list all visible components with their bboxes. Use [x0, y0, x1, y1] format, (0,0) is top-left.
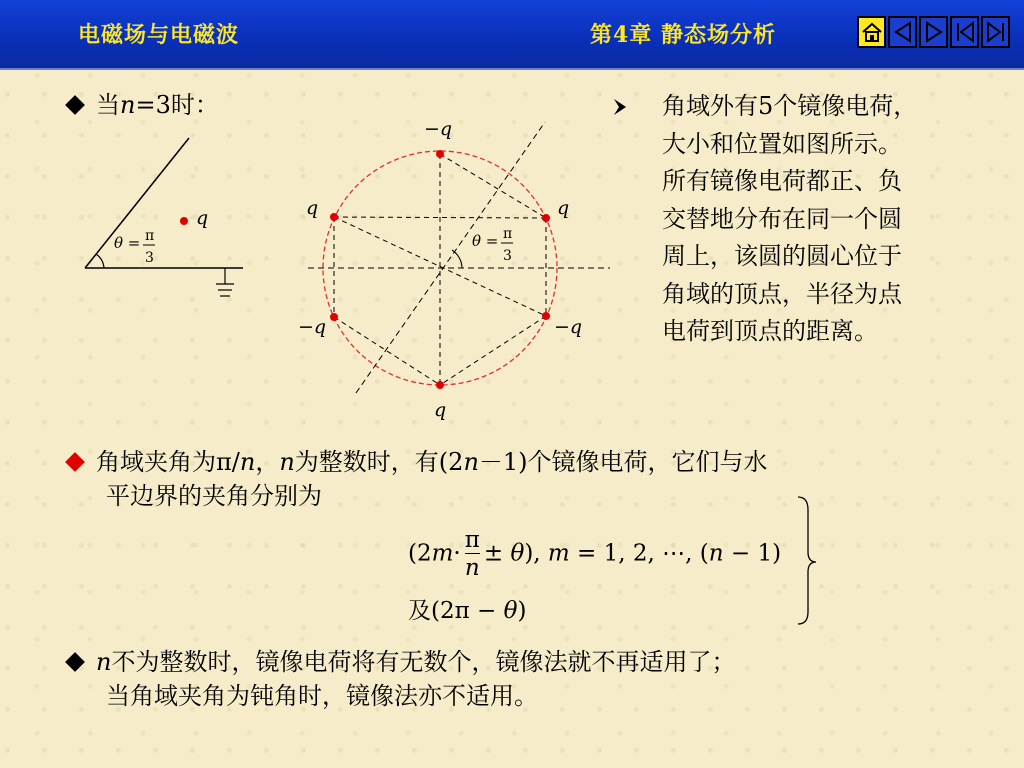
integer-angle-paragraph: 角域夹角为π/n，n为整数时，有(2n－1)个镜像电荷，它们与水 平边界的夹角分别为	[64, 445, 964, 513]
description-line: 周上，该圆的圆心位于	[662, 242, 902, 270]
integer-angle-line2: 平边界的夹角分别为	[106, 482, 322, 510]
description-line: 电荷到顶点的距离。	[662, 317, 878, 345]
label-top: −q	[424, 118, 453, 140]
description-line: 交替地分布在同一个圆	[662, 204, 902, 233]
description-line: 所有镜像电荷都正、负	[662, 167, 902, 195]
course-title: 电磁场与电磁波	[78, 22, 240, 48]
label-upper-right: q	[557, 197, 570, 219]
label-bottom: q	[434, 399, 447, 421]
source-charge-label: q	[196, 207, 209, 229]
description-line: 角域外有5个镜像电荷，	[662, 92, 918, 120]
circle-three: 3	[503, 248, 512, 264]
description-line: 角域的顶点，半径为点	[662, 279, 902, 308]
angle-formula: (2m· $\frac{\pi}{n}$ ± θ), m = 1, 2, ⋯, (n − 1)	[408, 527, 782, 581]
second-formula: 及(2π − θ)	[408, 598, 527, 624]
wedge-theta-label: θ =	[114, 234, 141, 252]
label-lower-left: −q	[298, 316, 327, 338]
non-integer-line2: 当角域夹角为钝角时，镜像法亦不适用。	[106, 682, 538, 710]
circle-pi: π	[503, 226, 513, 242]
chapter-title: 第4章 静态场分析	[590, 22, 776, 48]
label-upper-left: q	[306, 197, 319, 219]
circle-theta-label: θ =	[472, 232, 499, 250]
non-integer-paragraph: n不为整数时，镜像电荷将有无数个，镜像法就不再适用了； 当角域夹角为钝角时，镜像法亦不适用。	[64, 645, 984, 713]
diamond-bullet-icon	[65, 652, 85, 672]
case-n3-heading: 当n=3时：	[64, 88, 219, 122]
label-lower-right: −q	[554, 316, 583, 338]
description-line: 大小和位置如图所示。	[662, 129, 902, 158]
wedge-three: 3	[145, 250, 154, 266]
wedge-pi: π	[145, 228, 155, 244]
